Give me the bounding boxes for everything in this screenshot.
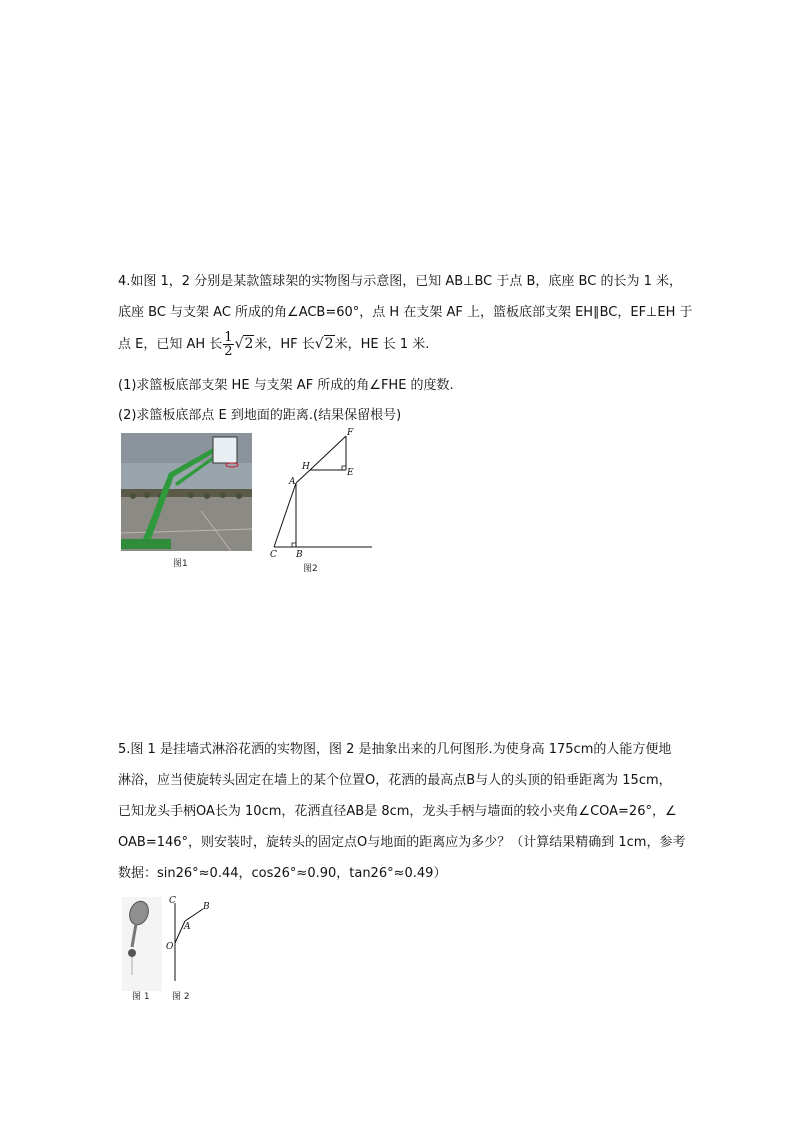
q5-line-4: OAB=146°，则安装时，旋转头的固定点O与地面的距离应为多少？（计算结果精确到 1cm，参考 [118, 835, 686, 850]
q4-figure-2-caption: 图2 [303, 564, 318, 574]
sqrt-two-1: √2 [234, 336, 254, 352]
q4-line-1: 4.如图 1，2 分别是某款篮球架的实物图与示意图，已知 AB⊥BC 于点 B，底座 BC 的长为 1 米， [118, 274, 682, 289]
q5-geometry-diagram [163, 893, 215, 989]
label-C: C [169, 896, 176, 906]
q5-line-5: 数据：sin26°≈0.44，cos26°≈0.90，tan26°≈0.49） [118, 866, 447, 881]
q5-line-3: 已知龙头手柄OA长为 10cm，花洒直径AB是 8cm，龙头手柄与墙面的较小夹角∠COA=26°，∠ [118, 804, 677, 819]
q4-line-3-part-b: 米，HF 长 [254, 337, 315, 352]
fraction-denominator: 2 [224, 344, 233, 359]
label-B: B [296, 550, 303, 560]
q4-line-2: 底座 BC 与支架 AC 所成的角∠ACB=60°，点 H 在支架 AF 上，篮板底部支架 EH∥BC，EF⊥EH 于 [118, 305, 693, 320]
label-B: B [203, 902, 210, 912]
sqrt-two-2: √2 [314, 336, 334, 352]
q5-figure-2-caption: 图 2 [172, 992, 190, 1002]
q4-line-3-part-a: 点 E，已知 AH 长 [118, 337, 223, 352]
label-O: O [166, 942, 174, 952]
label-C: C [270, 550, 277, 560]
label-E: E [347, 468, 354, 478]
radicand-1: 2 [244, 336, 254, 352]
q5-figure-1-caption: 图 1 [132, 992, 150, 1002]
label-A: A [184, 922, 191, 932]
label-A: A [289, 477, 296, 487]
label-H: H [302, 462, 310, 472]
q5-line-2: 淋浴，应当使旋转头固定在墙上的某个位置O，花洒的最高点B与人的头顶的铅垂距离为 15cm， [118, 773, 672, 788]
q4-subquestion-2: (2)求篮板底部点 E 到地面的距离.(结果保留根号) [118, 408, 402, 423]
q4-line-3 [118, 331, 429, 358]
q5-line-1: 5.图 1 是挂墙式淋浴花洒的实物图，图 2 是抽象出来的几何图形.为使身高 175cm的人能方便地 [118, 742, 672, 757]
q4-geometry-diagram [262, 425, 374, 575]
q4-subquestion-1: (1)求篮板底部支架 HE 与支架 AF 所成的角∠FHE 的度数. [118, 378, 454, 393]
label-F: F [347, 428, 354, 438]
fraction-one-half [223, 331, 233, 358]
radicand-2: 2 [324, 336, 334, 352]
shower-head-photo [122, 897, 162, 991]
fraction-numerator: 1 [224, 330, 233, 345]
q4-figure-1-caption: 图1 [173, 559, 188, 569]
q4-line-3-part-c: 米，HE 长 1 米. [334, 337, 430, 352]
basketball-stand-photo [121, 433, 252, 551]
